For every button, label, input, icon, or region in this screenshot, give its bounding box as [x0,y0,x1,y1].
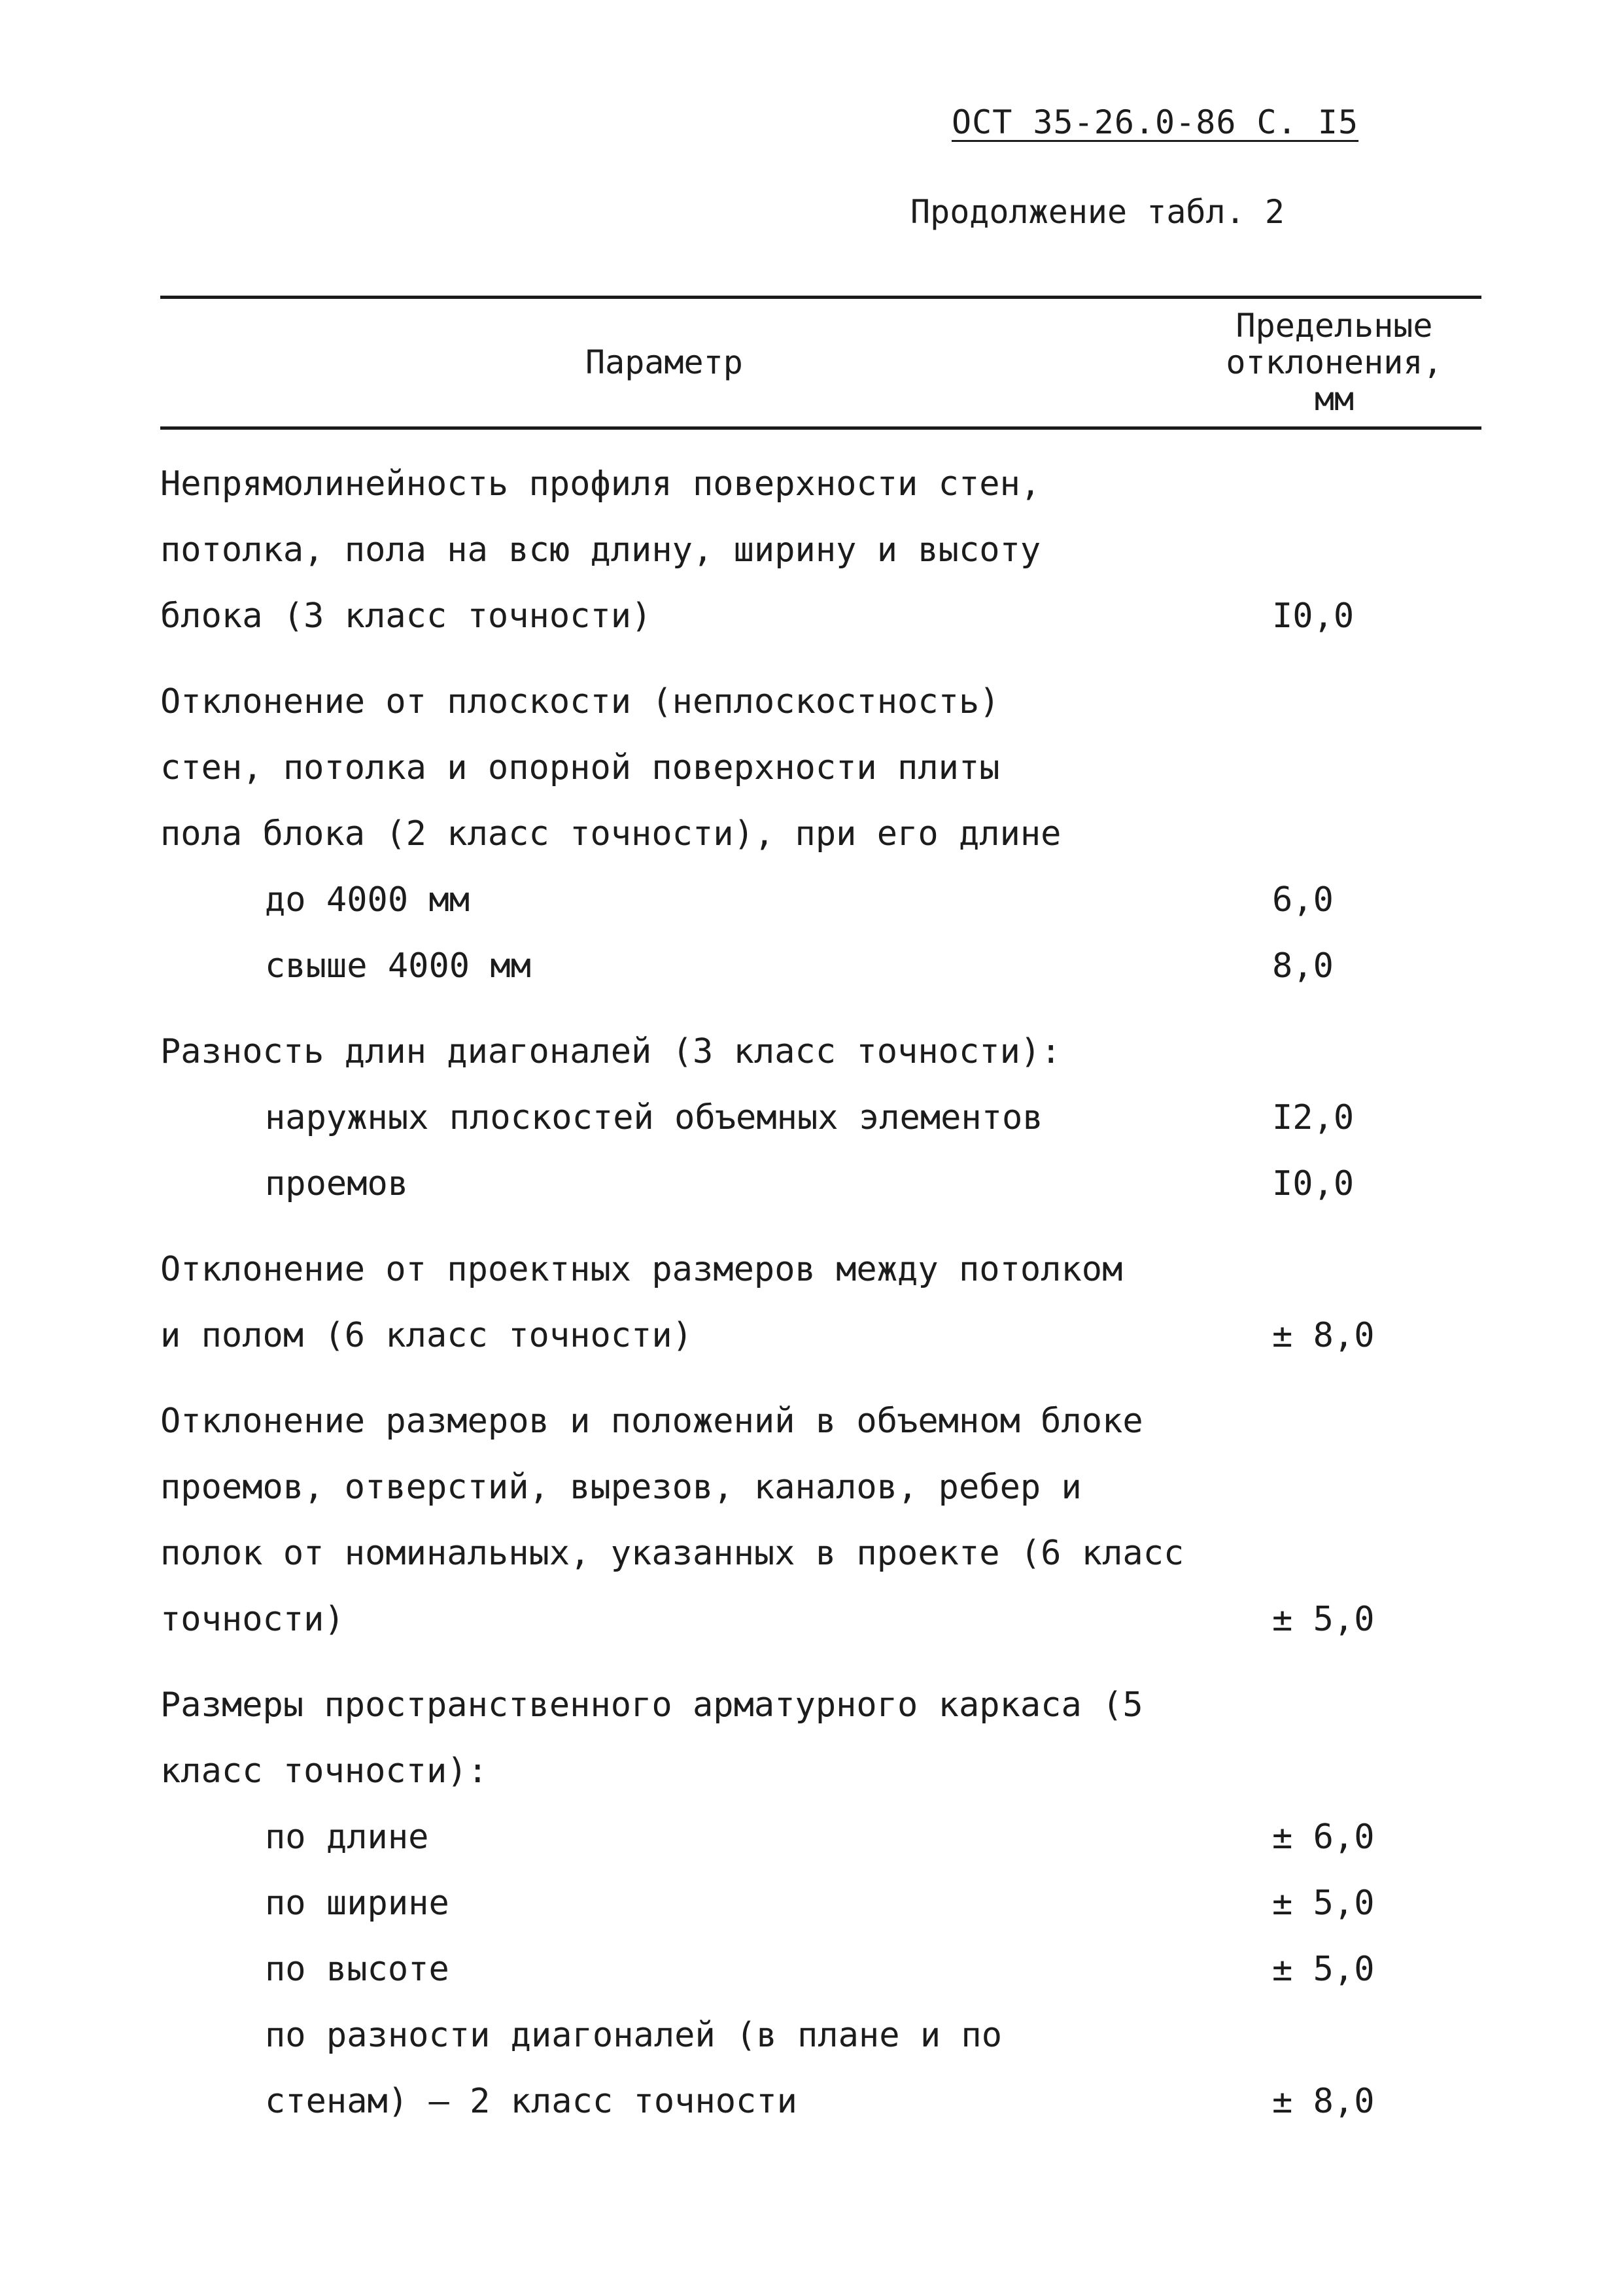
parameter-text: Размеры пространственного арматурного каркаса (5 [160,1685,1143,1725]
table-row [160,1871,1481,1937]
parameter-text: Отклонение от плоскости (неплоскостность) [160,682,1000,721]
deviation-value: 6,0 [1272,880,1334,920]
column-header-parameter: Параметр [585,343,743,381]
column-header-deviations [1210,307,1459,417]
table-row [160,1738,1481,1804]
parameter-text: Отклонение размеров и положений в объемном блоке [160,1402,1143,1441]
parameter-text: по разности диагоналей (в плане и по [265,2016,1003,2055]
parameter-text: проемов [265,1164,409,1203]
column-header-deviations-line: отклонения, [1226,343,1443,381]
table-row [160,1389,1481,1455]
deviation-value: ± 5,0 [1272,1884,1375,1923]
parameter-text: свыше 4000 мм [265,946,531,986]
table-row [160,1672,1481,1738]
table-continuation-label: Продолжение табл. 2 [910,193,1285,231]
table-top-rule [160,296,1481,299]
table-row-group [160,669,1481,999]
table-row [160,583,1481,649]
table-row-group [160,1389,1481,1653]
table-row [160,2003,1481,2069]
parameter-text: Отклонение от проектных размеров между потолком [160,1250,1123,1289]
deviation-value: I0,0 [1272,1164,1355,1203]
table-row [160,517,1481,583]
table-body [160,451,1481,2135]
deviation-value: ± 6,0 [1272,1818,1375,1857]
table-row [160,1151,1481,1217]
parameter-text: полок от номинальных, указанных в проекте (6 класс [160,1534,1184,1573]
deviation-value: ± 8,0 [1272,1316,1375,1355]
deviation-value: ± 5,0 [1272,1950,1375,1989]
table-row-group [160,1672,1481,2135]
deviation-value: I0,0 [1272,596,1355,636]
table-row [160,451,1481,517]
table-row [160,1587,1481,1653]
table-row [160,1019,1481,1085]
table-row [160,867,1481,933]
table-row [160,933,1481,999]
table-row-group [160,1237,1481,1369]
table-row [160,1804,1481,1871]
parameter-text: по длине [265,1818,429,1857]
parameter-text: блока (3 класс точности) [160,596,652,636]
parameter-text: точности) [160,1600,345,1639]
deviation-value: 8,0 [1272,946,1334,986]
table-row [160,669,1481,735]
deviation-value: I2,0 [1272,1098,1355,1137]
table-header-rule [160,426,1481,430]
parameter-text: стен, потолка и опорной поверхности плиты [160,748,1000,787]
parameter-text: наружных плоскостей объемных элементов [265,1098,1043,1137]
parameter-text: потолка, пола на всю длину, ширину и высоту [160,530,1041,570]
parameter-text: Разность длин диагоналей (3 класс точности): [160,1032,1062,1071]
table-row [160,1455,1481,1521]
table-row [160,2069,1481,2135]
parameter-text: пола блока (2 класс точности), при его длине [160,814,1062,854]
table-row-group [160,451,1481,649]
parameter-text: стенам) – 2 класс точности [265,2082,797,2121]
table-row [160,1303,1481,1369]
parameter-text: Непрямолинейность профиля поверхности стен, [160,464,1041,504]
column-header-deviations-line: мм [1314,380,1355,418]
deviation-value: ± 5,0 [1272,1600,1375,1639]
table-row [160,1085,1481,1151]
column-header-deviations-line: Предельные [1235,307,1433,345]
parameter-text: и полом (6 класс точности) [160,1316,693,1355]
table-row [160,1937,1481,2003]
parameter-text: по ширине [265,1884,449,1923]
parameter-text: проемов, отверстий, вырезов, каналов, ребер и [160,1468,1082,1507]
parameter-text: по высоте [265,1950,449,1989]
table-row [160,801,1481,867]
table-row [160,1521,1481,1587]
deviation-value: ± 8,0 [1272,2082,1375,2121]
table-row [160,735,1481,801]
parameter-text: класс точности): [160,1751,488,1791]
table-row-group [160,1019,1481,1217]
document-code: ОСТ 35-26.0-86 С. I5 [952,103,1359,141]
parameter-text: до 4000 мм [265,880,470,920]
table-row [160,1237,1481,1303]
